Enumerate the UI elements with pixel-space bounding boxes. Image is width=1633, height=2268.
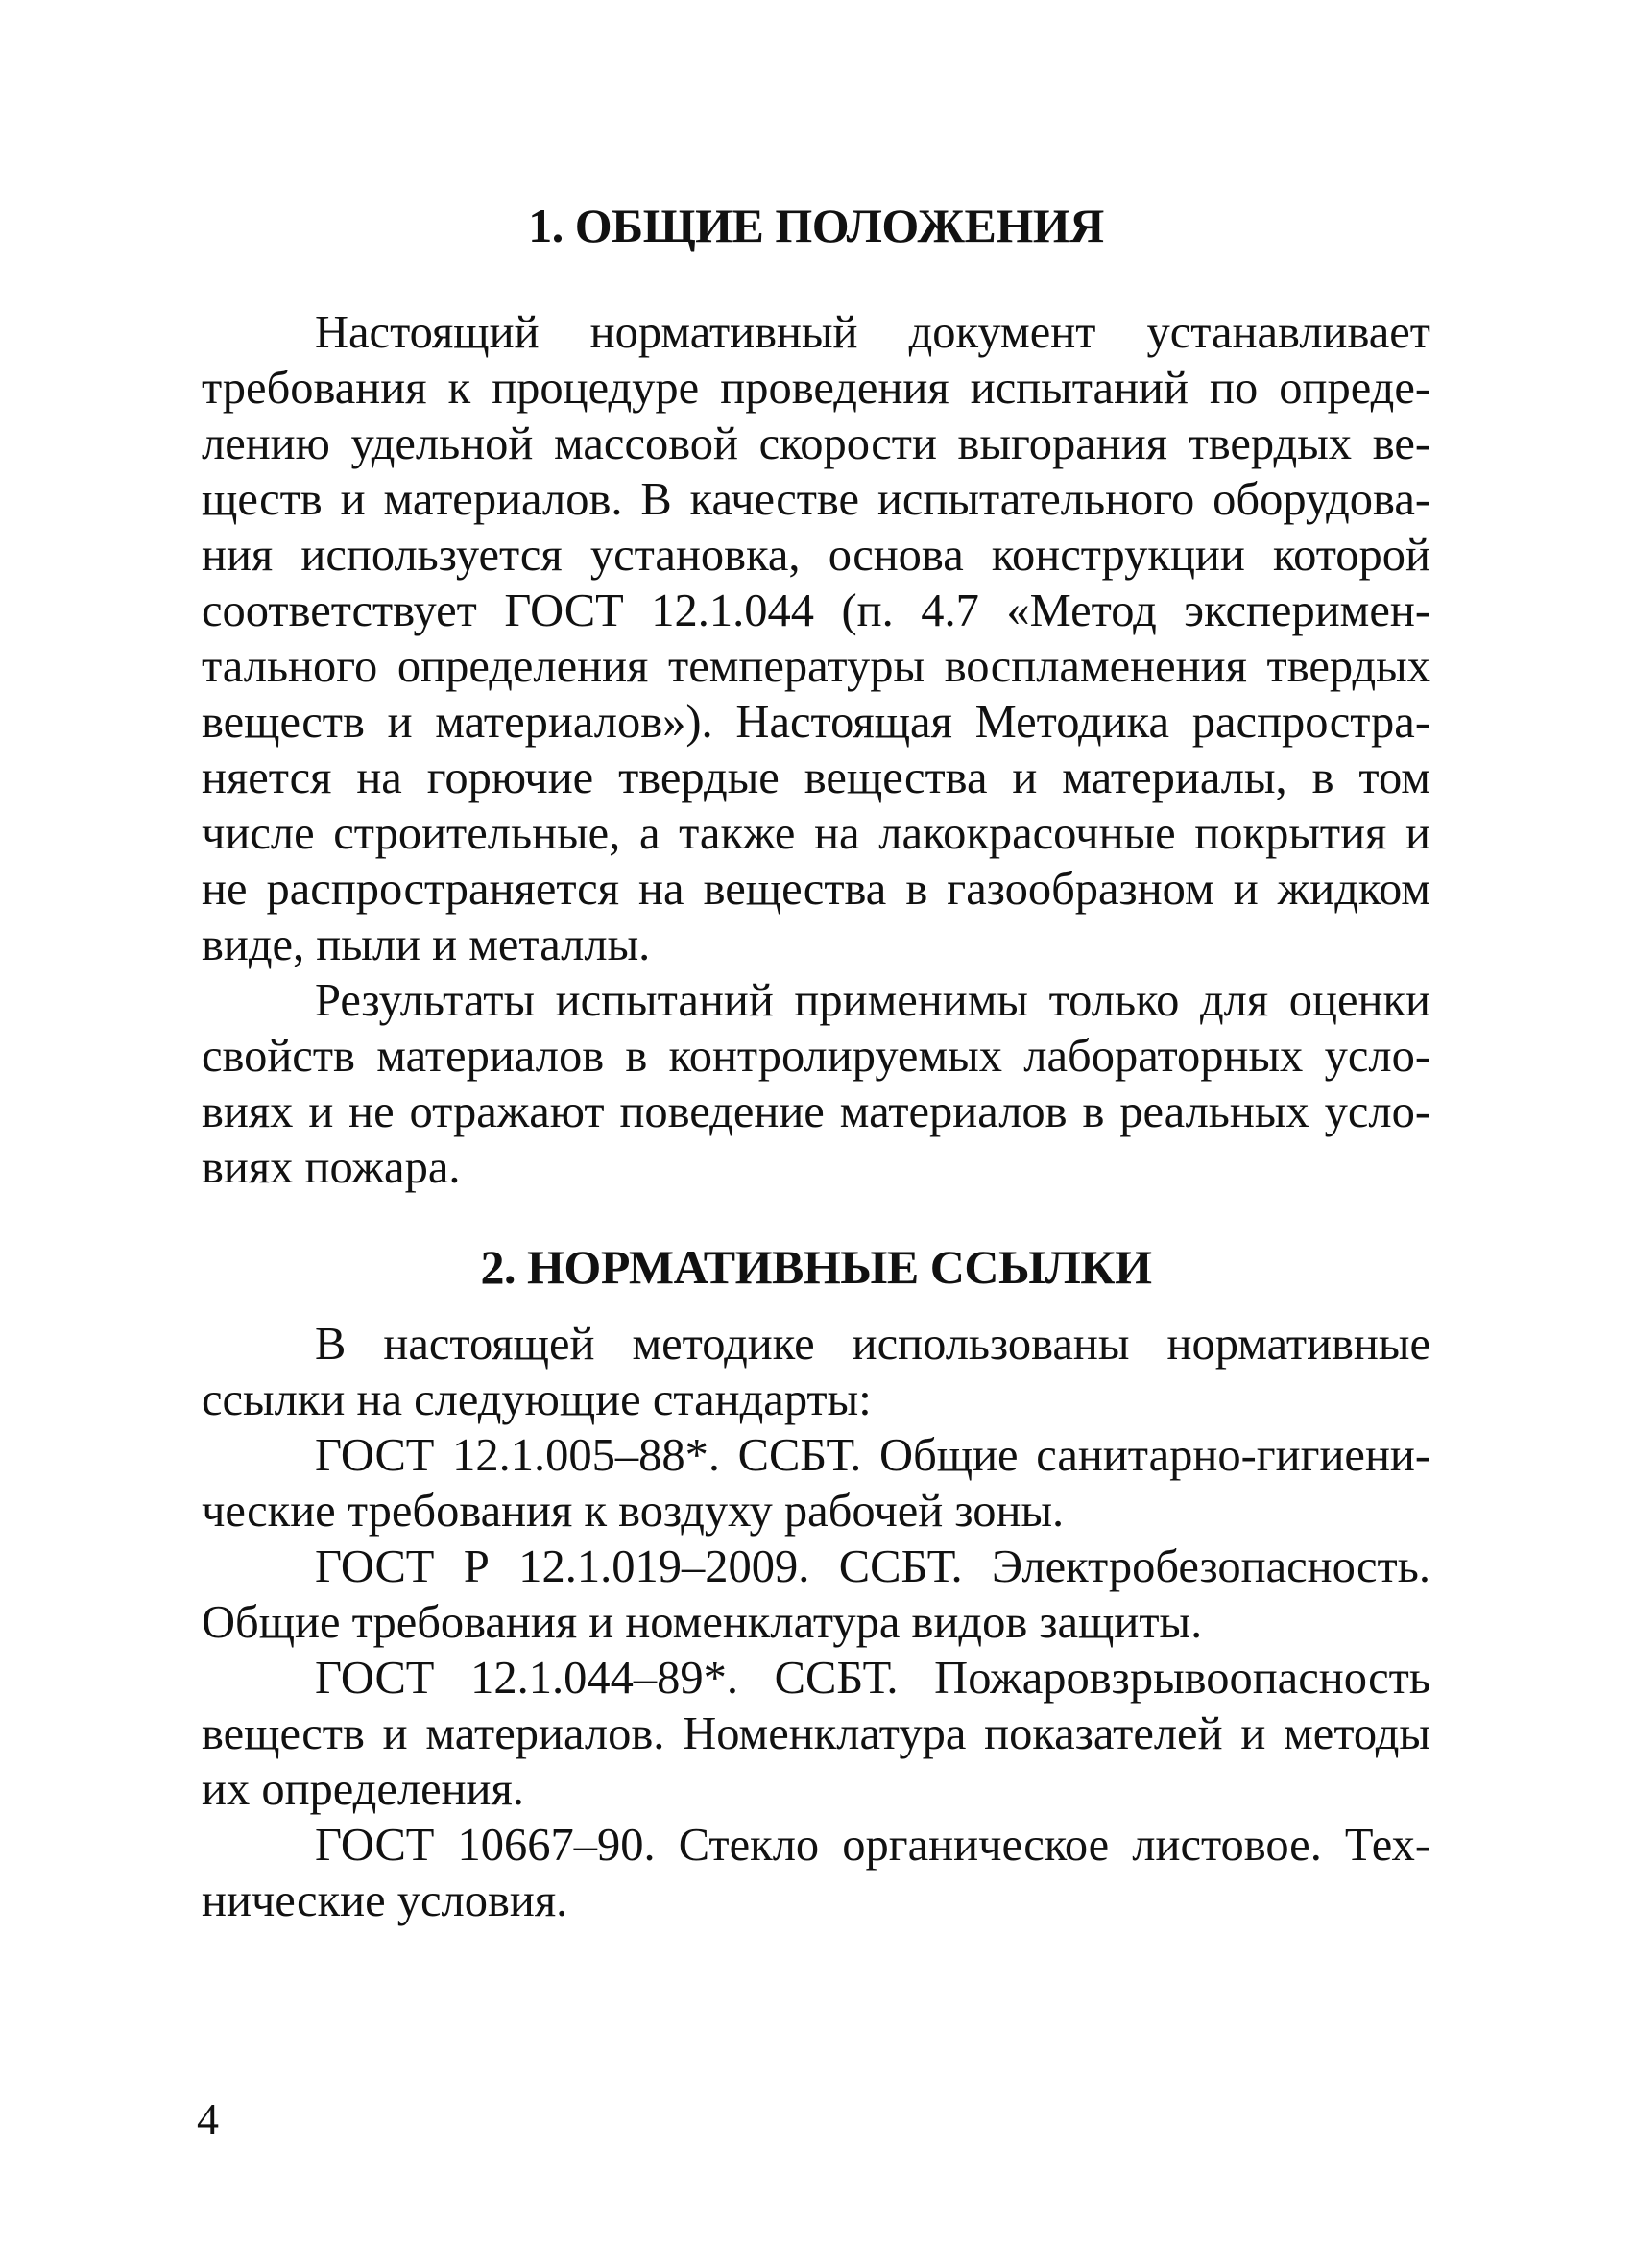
reference-line: ческие требования к воздуху рабочей зоны. [202,1486,1065,1537]
section-2-heading: 2. НОРМАТИВНЫЕ ССЫЛКИ [480,1240,1152,1294]
reference-line: Общие требования и номенклатура видов защиты. [202,1597,1203,1648]
section-2-body [202,1317,1430,1929]
text-line: свойств материалов в контролируемых лабораторных усло- [202,1031,1430,1082]
text-line: Настоящий нормативный документ устанавливает [315,307,1430,358]
page-number: 4 [197,2094,219,2143]
text-line: виях и не отражают поведение материалов в реальных усло- [202,1086,1430,1137]
section-1-heading: 1. ОБЩИЕ ПОЛОЖЕНИЯ [528,199,1104,252]
text-line: Результаты испытаний применимы только для оценки [315,975,1430,1026]
text-line: ссылки на следующие стандарты: [202,1374,872,1425]
text-line: требования к процедуре проведения испытаний по опреде- [202,363,1430,414]
reference-line: нические условия. [202,1875,568,1926]
text-line: виях пожара. [202,1142,461,1193]
reference-line: ГОСТ 12.1.044–89*. ССБТ. Пожаровзрывоопасность [315,1653,1430,1704]
text-line: ществ и материалов. В качестве испытательного оборудова- [202,474,1430,525]
text-line: виде, пыли и металлы. [202,919,651,970]
reference-line: ГОСТ 12.1.005–88*. ССБТ. Общие санитарно-гигиени- [315,1430,1430,1481]
text-line: веществ и материалов»). Настоящая Методика распростра- [202,697,1430,748]
text-line: В настоящей методике использованы нормативные [315,1319,1430,1370]
text-line: ния используется установка, основа конструкции которой [202,530,1430,581]
reference-line: их определения. [202,1764,524,1815]
text-line: соответствует ГОСТ 12.1.044 (п. 4.7 «Метод эксперимен- [202,585,1430,636]
text-line: тального определения температуры воспламенения твердых [202,641,1430,692]
section-1-body [202,305,1430,1196]
text-line: няется на горючие твердые вещества и материалы, в том [202,752,1430,803]
text-line: лению удельной массовой скорости выгорания твердых ве- [202,418,1430,469]
reference-line: ГОСТ Р 12.1.019–2009. ССБТ. Электробезопасность. [315,1541,1430,1592]
text-line: числе строительные, а также на лакокрасочные покрытия и [202,808,1430,859]
reference-line: ГОСТ 10667–90. Стекло органическое листовое. Тех- [315,1820,1430,1871]
text-line: не распространяется на вещества в газообразном и жидком [202,864,1430,915]
reference-line: веществ и материалов. Номенклатура показателей и методы [202,1708,1430,1759]
